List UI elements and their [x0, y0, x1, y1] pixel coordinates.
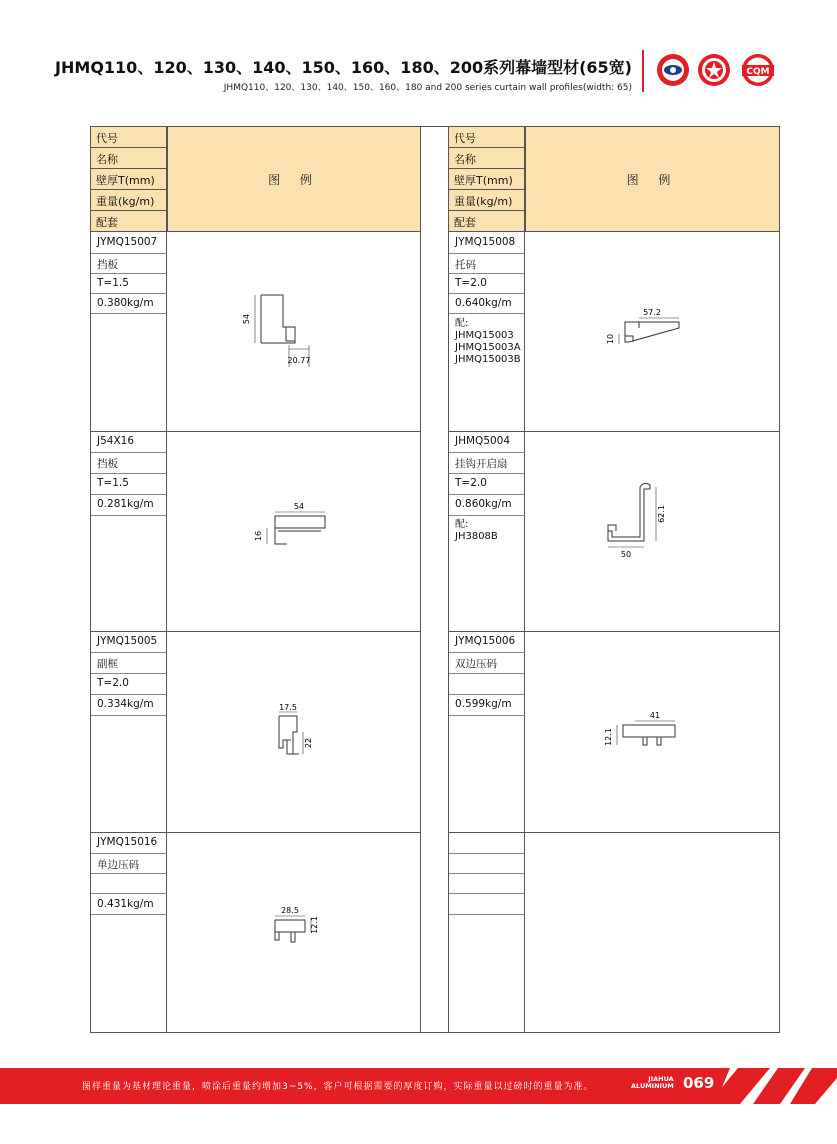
dimension-label: 62.1: [657, 505, 666, 523]
dimension-label: 28.5: [281, 906, 299, 915]
header-thickness: 壁厚T(mm): [454, 174, 513, 187]
accessory-note: 配: JH3808B: [455, 519, 498, 542]
profile-drawing-jymq15008: [599, 302, 694, 352]
item-code: JYMQ15007: [97, 236, 158, 248]
item-thickness: T=1.5: [97, 277, 129, 289]
page-subtitle: JHMQ110、120、130、140、150、160、180 and 200 series curtain wall profiles(width: 65): [223, 83, 632, 93]
item-code: JHMQ5004: [455, 435, 511, 447]
header-legend: 图 例: [525, 127, 779, 232]
item-name: 挂钩开启扇: [455, 458, 508, 470]
profile-drawing-jymq15016: [261, 902, 331, 952]
footer-brand: JIAHUA ALUMINIUM: [631, 1075, 674, 1090]
header-name: 名称: [96, 153, 118, 166]
profile-drawing-jymq15007: [241, 287, 321, 377]
header-accessory: 配套: [96, 216, 118, 229]
accessory-note: 配: JHMQ15003 JHMQ15003A JHMQ15003B: [455, 318, 521, 365]
right-profile-table: [448, 126, 780, 1033]
page-number: 069: [683, 1074, 715, 1092]
item-name: 单边压码: [97, 859, 139, 871]
header-thickness: 壁厚T(mm): [96, 174, 155, 187]
item-weight: 0.281kg/m: [97, 498, 154, 510]
profile-drawing-jhmq5004: [594, 477, 684, 567]
item-weight: 0.334kg/m: [97, 698, 154, 710]
header-code: 代号: [96, 132, 118, 145]
item-name: 挡板: [97, 458, 118, 470]
item-code: JYMQ15006: [455, 635, 516, 647]
gb-certification-logo: [656, 53, 690, 87]
dimension-label: 20.77: [287, 356, 311, 365]
item-thickness: T=2.0: [97, 677, 129, 689]
dimension-label: 10: [606, 333, 615, 345]
item-name: 双边压码: [455, 658, 497, 670]
item-weight: 0.380kg/m: [97, 297, 154, 309]
header-name: 名称: [454, 153, 476, 166]
dimension-label: 22: [304, 737, 313, 749]
header-divider: [642, 50, 644, 92]
header-code: 代号: [454, 132, 476, 145]
item-thickness: T=1.5: [97, 477, 129, 489]
dimension-label: 57.2: [643, 308, 661, 317]
header-accessory: 配套: [454, 216, 476, 229]
item-weight: 0.599kg/m: [455, 698, 512, 710]
footer-note: 图样重量为基材理论重量，喷涂后重量约增加3~5%，客户可根据需要的厚度订购，实际重量以过磅时的重量为准。: [82, 1082, 594, 1092]
dimension-label: 17.5: [279, 703, 297, 712]
header-legend: 图 例: [167, 127, 420, 232]
header-weight: 重量(kg/m): [96, 195, 155, 208]
profile-drawing-jymq15005: [261, 702, 331, 762]
profile-drawing-jymq15006: [599, 707, 689, 762]
item-code: JYMQ15016: [97, 836, 158, 848]
quality-seal-logo: [697, 53, 731, 87]
item-name: 挡板: [97, 259, 118, 271]
cqm-logo: [738, 53, 778, 87]
item-code: JYMQ15005: [97, 635, 158, 647]
cqm-logo-text: CQM: [746, 67, 770, 77]
dimension-label: 16: [254, 530, 263, 542]
item-weight: 0.431kg/m: [97, 898, 154, 910]
item-thickness: T=2.0: [455, 277, 487, 289]
dimension-label: 50: [620, 550, 632, 559]
item-thickness: T=2.0: [455, 477, 487, 489]
item-weight: 0.860kg/m: [455, 498, 512, 510]
page-title: JHMQ110、120、130、140、150、160、180、200系列幕墙型材(65宽): [55, 58, 632, 77]
left-profile-table: [90, 126, 421, 1033]
item-name: 副框: [97, 658, 118, 670]
dimension-label: 12.1: [604, 728, 613, 746]
dimension-label: 12.1: [310, 916, 319, 934]
dimension-label: 54: [293, 502, 305, 511]
item-code: JYMQ15008: [455, 236, 516, 248]
dimension-label: 41: [649, 711, 661, 720]
item-weight: 0.640kg/m: [455, 297, 512, 309]
dimension-label: 54: [242, 313, 251, 325]
item-code: J54X16: [97, 435, 135, 447]
item-name: 托码: [455, 259, 476, 271]
header-weight: 重量(kg/m): [454, 195, 513, 208]
column-gap: [421, 126, 448, 1033]
profile-drawing-j54x16: [251, 502, 361, 552]
